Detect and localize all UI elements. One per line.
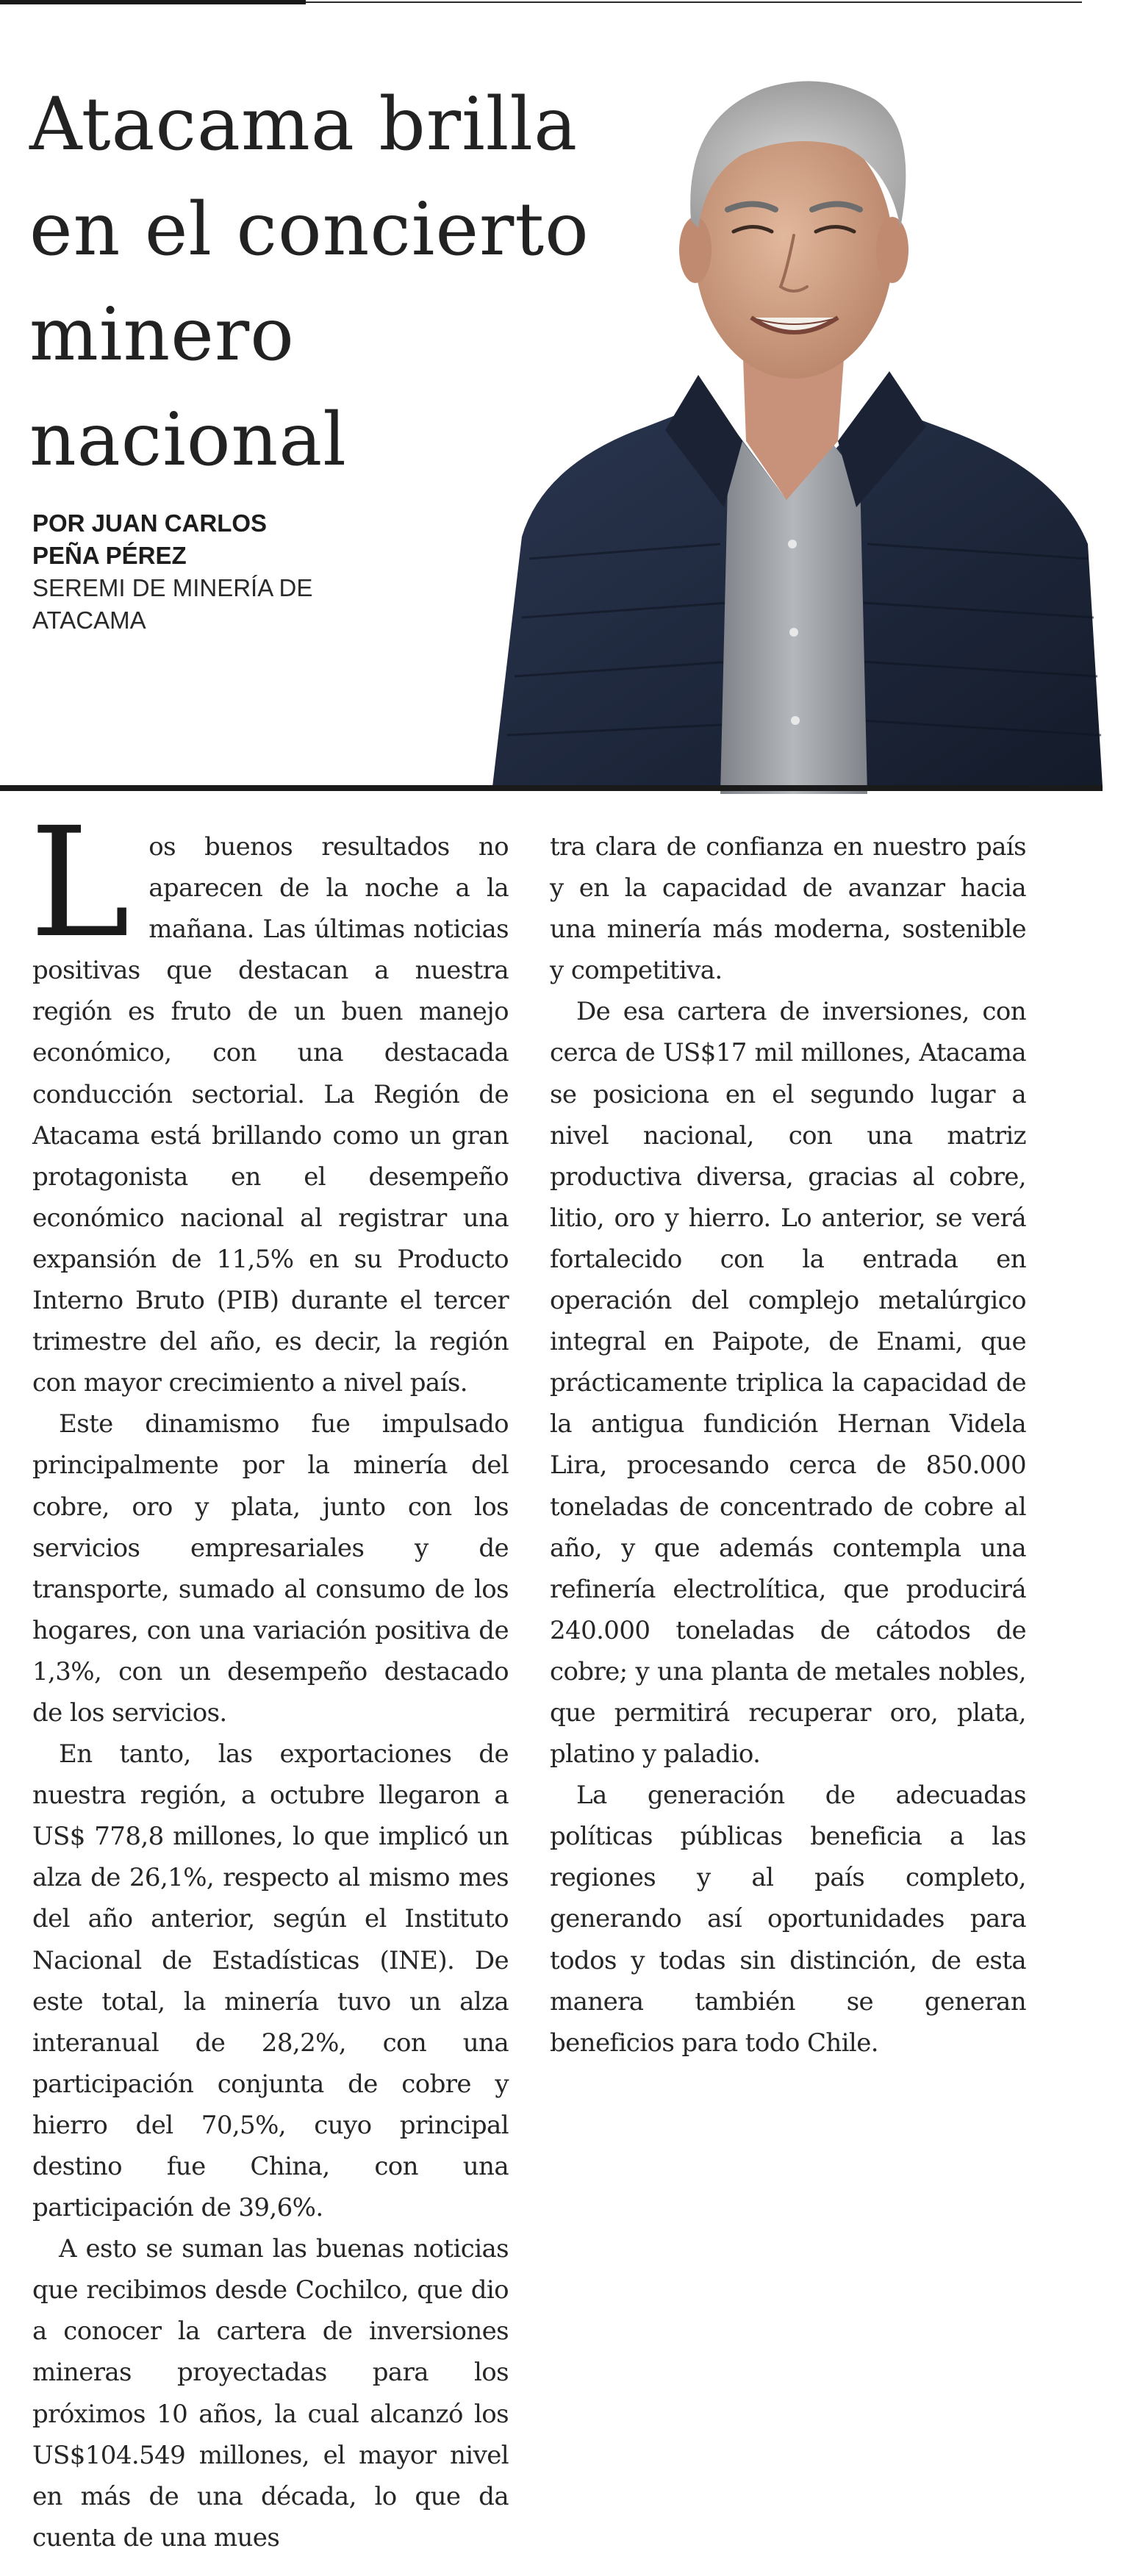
paragraph-text: os buenos resultados no aparecen de la noche a la mañana. Las últimas noticias positivas que destacan a nuestra región es fruto de un buen manejo económico, con una destacada conducción sectorial. La Región de Atacama está brillando como un gran protagonista en el desempeño económico nacional al registrar una expansión de 11,5% en su Producto Interno Bruto (PIB) durante el tercer trimestre del año, es decir, la región con mayor crecimiento a nivel país. bbox=[32, 832, 509, 1398]
author-name bbox=[32, 507, 415, 572]
drop-cap: L bbox=[29, 795, 130, 971]
article-paragraph-continued: tra clara de confianza en nuestro país y en la capacidad de avanzar hacia una minería más moderna, sostenible y competitiva. bbox=[550, 832, 1026, 986]
headline-line: minero bbox=[29, 293, 295, 377]
top-rule-thick bbox=[0, 0, 306, 4]
article-paragraph: En tanto, las exportaciones de nuestra región, a octubre llegaron a US$ 778,8 millones, lo que implicó un alza de 26,1%, respecto al mismo mes del año anterior, según el Instituto Nacional de Estadísticas (INE). De este total, la minería tuvo un alza interanual de 28,2%, con una participación conjunta de cobre y hierro del 70,5%, cuyo principal destino fue China, con una participación de 39,6%. bbox=[32, 1739, 509, 2223]
headline-line: Atacama brilla bbox=[29, 82, 578, 167]
headline-line: nacional bbox=[29, 398, 347, 482]
role-line: ATACAMA bbox=[32, 607, 146, 634]
portrait-photo bbox=[478, 29, 1103, 794]
author-line: PEÑA PÉREZ bbox=[32, 542, 187, 569]
article-paragraph: A esto se suman las buenas noticias que recibimos desde Cochilco, que dio a conocer la cartera de inversiones mineras proyectadas para los próximos 10 años, la cual alcanzó los US$104.549 millones, el mayor nivel en más de una década, lo que da cuenta de una mues bbox=[32, 2234, 509, 2552]
author-line: POR JUAN CARLOS bbox=[32, 509, 268, 537]
article-paragraph: De esa cartera de inversiones, con cerca de US$17 mil millones, Atacama se posiciona en el segundo lugar a nivel nacional, con una matriz productiva diversa, gracias al cobre, litio, oro y hierro. Lo anterior, se verá fortalecido con la entrada en operación del complejo metalúrgico integral en Paipote, de Enami, que prácticamente triplica la capacidad de la antigua fundición Hernan Videla Lira, procesando cerca de 850.000 toneladas de concentrado de cobre al año, y que además contempla una refinería electrolítica, que producirá 240.000 toneladas de cátodos de cobre; y una planta de metales nobles, que permitirá recuperar oro, plata, platino y paladio. bbox=[550, 997, 1026, 1770]
header-rule bbox=[0, 785, 1103, 791]
article-paragraph: La generación de adecuadas políticas públicas beneficia a las regiones y al país completo, generando así oportunidades para todos y todas sin distinción, de esta manera también se generan beneficios para todo Chile. bbox=[550, 1781, 1026, 2058]
article-column-right bbox=[550, 826, 1026, 2064]
article-column-left bbox=[29, 795, 509, 2558]
article-paragraph: Este dinamismo fue impulsado principalmente por la minería del cobre, oro y plata, junto con los servicios empresariales y de transporte, sumado al consumo de los hogares, con una variación positiva de 1,3%, con un desempeño destacado de los servicios. bbox=[32, 1409, 509, 1728]
top-rule-thin bbox=[306, 1, 1082, 3]
headline-line: en el concierto bbox=[29, 187, 589, 272]
author-role bbox=[32, 572, 415, 637]
byline bbox=[32, 507, 415, 637]
role-line: SEREMI DE MINERÍA DE bbox=[32, 574, 313, 601]
shirt bbox=[720, 441, 867, 794]
article-paragraph bbox=[29, 795, 509, 1403]
